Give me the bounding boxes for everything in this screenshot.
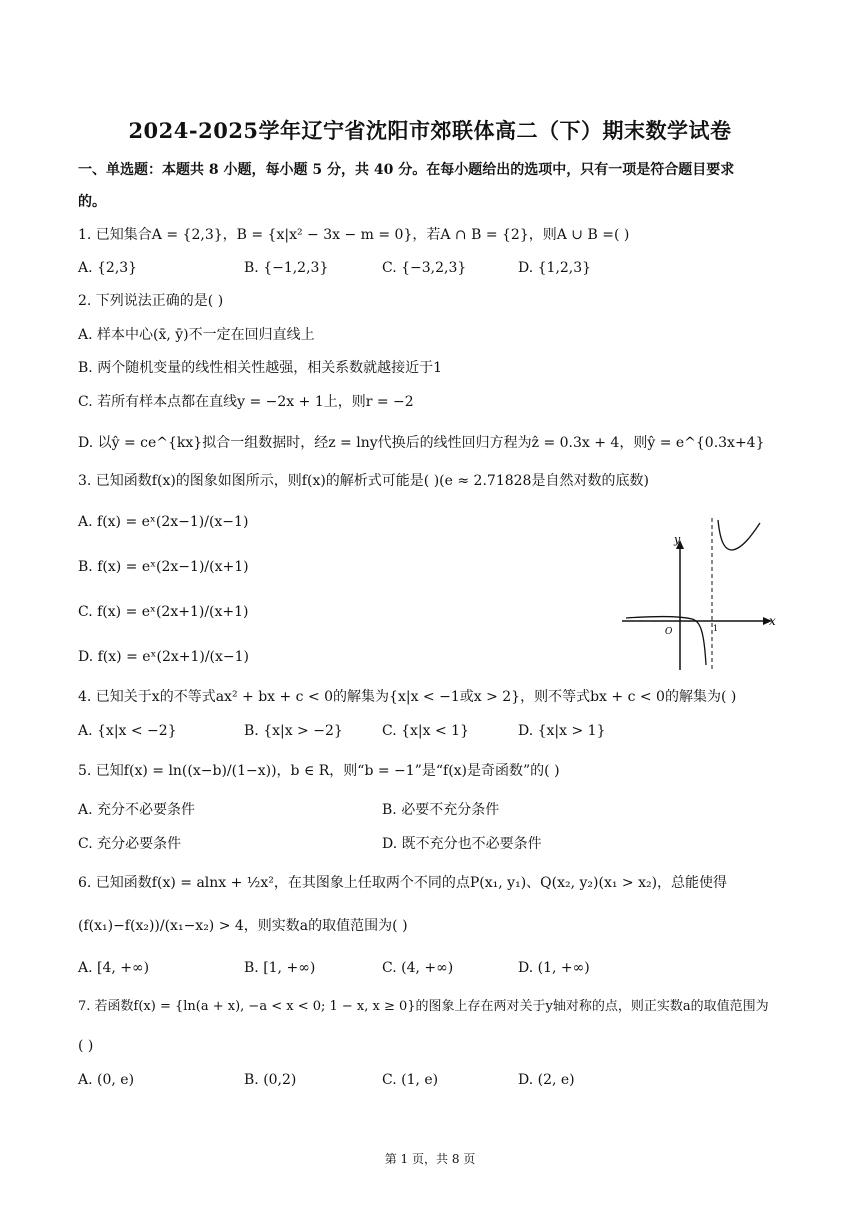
exam-title: 2024-2025学年辽宁省沈阳市郊联体高二（下）期末数学试卷: [128, 118, 732, 143]
q5-option-c: C. 充分必要条件: [78, 836, 182, 852]
origin-label: O: [665, 627, 673, 637]
curve-left-branch: [626, 617, 706, 665]
q3-option-d: D. f(x) = eˣ(2x+1)/(x−1): [78, 649, 250, 665]
q6-option-b: B. [1, +∞): [244, 960, 316, 976]
q7-option-d: D. (2, e): [518, 1072, 575, 1088]
section-heading: 一、单选题：本题共 8 小题，每小题 5 分，共 40 分。在每小题给出的选项中，只有一项是符合题目要求: [78, 162, 735, 178]
section-heading-cont: 的。: [78, 194, 106, 210]
y-axis-label: y: [674, 533, 681, 546]
q3-option-c: C. f(x) = eˣ(2x+1)/(x+1): [78, 604, 249, 620]
q6-stem-cont: (f(x₁)−f(x₂))/(x₁−x₂) > 4，则实数a的取值范围为( ): [78, 918, 408, 934]
q5-option-b: B. 必要不充分条件: [382, 802, 500, 818]
q2-option-d: D. 以ŷ = ce^{kx}拟合一组数据时，经z = lny代换后的线性回归方程为ẑ = 0.3x + 4，则ŷ = e^{0.3x+4}: [78, 435, 765, 451]
q7-option-a: A. (0, e): [78, 1072, 135, 1088]
q6-stem: 6. 已知函数f(x) = alnx + ½x²，在其图象上任取两个不同的点P(x₁, y₁)、Q(x₂, y₂)(x₁ > x₂)，总能使得: [78, 875, 728, 891]
q7-stem-cont: ( ): [78, 1038, 94, 1054]
q7-option-b: B. (0,2): [244, 1072, 297, 1088]
q5-option-a: A. 充分不必要条件: [78, 802, 196, 818]
x-axis-label: x: [769, 614, 776, 628]
q3-stem: 3. 已知函数f(x)的图象如图所示，则f(x)的解析式可能是( )(e ≈ 2.71828是自然对数的底数): [78, 473, 649, 489]
q3-function-graph: [620, 515, 780, 675]
q3-option-b: B. f(x) = eˣ(2x−1)/(x+1): [78, 559, 249, 575]
q3-option-a: A. f(x) = eˣ(2x−1)/(x−1): [78, 514, 249, 530]
q5-stem: 5. 已知f(x) = ln((x−b)/(1−x))，b ∈ R，则“b = −1”是“f(x)是奇函数”的( ): [78, 763, 560, 779]
page-footer: 第 1 页，共 8 页: [384, 1152, 476, 1166]
q6-option-a: A. [4, +∞): [78, 960, 150, 976]
q1-stem: 1. 已知集合A = {2,3}，B = {x|x² − 3x − m = 0}，若A ∩ B = {2}，则A ∪ B =( ): [78, 227, 630, 243]
q1-option-c: C. {−3,2,3}: [382, 260, 467, 276]
q1-option-d: D. {1,2,3}: [518, 260, 592, 276]
q2-stem: 2. 下列说法正确的是( ): [78, 293, 224, 309]
q4-option-c: C. {x|x < 1}: [382, 723, 469, 739]
q7-stem: 7. 若函数f(x) = {ln(a + x), −a < x < 0; 1 − x, x ≥ 0}的图象上存在两对关于y轴对称的点，则正实数a的取值范围为: [78, 999, 769, 1014]
tick-one-label: 1: [713, 624, 719, 633]
q5-option-d: D. 既不充分也不必要条件: [382, 836, 542, 852]
q6-option-d: D. (1, +∞): [518, 960, 590, 976]
q4-option-d: D. {x|x > 1}: [518, 723, 606, 739]
q6-option-c: C. (4, +∞): [382, 960, 454, 976]
q2-option-b: B. 两个随机变量的线性相关性越强，相关系数就越接近于1: [78, 360, 443, 376]
q4-option-b: B. {x|x > −2}: [244, 723, 343, 739]
q1-option-a: A. {2,3}: [78, 260, 138, 276]
q4-option-a: A. {x|x < −2}: [78, 723, 177, 739]
curve-right-branch: [718, 520, 760, 550]
q2-option-c: C. 若所有样本点都在直线y = −2x + 1上，则r = −2: [78, 394, 414, 410]
q4-stem: 4. 已知关于x的不等式ax² + bx + c < 0的解集为{x|x < −1或x > 2}，则不等式bx + c < 0的解集为( ): [78, 689, 737, 705]
q2-option-a: A. 样本中心(x̄, ȳ)不一定在回归直线上: [78, 327, 315, 343]
q1-option-b: B. {−1,2,3}: [244, 260, 329, 276]
q7-option-c: C. (1, e): [382, 1072, 439, 1088]
